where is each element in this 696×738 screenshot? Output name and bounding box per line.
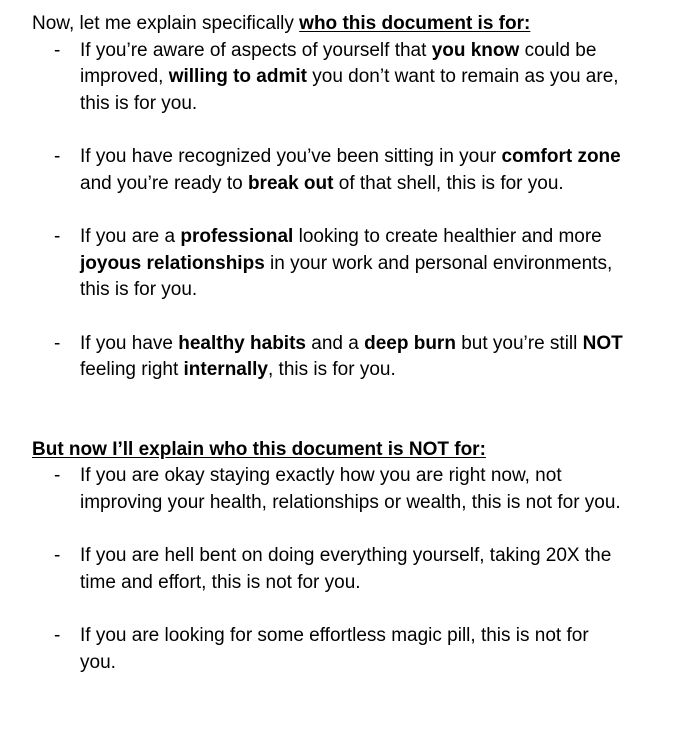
plain-text: this is for you. <box>80 92 198 114</box>
plain-text: you don’t want to remain as you are, <box>306 66 619 87</box>
list-item-line <box>80 623 672 650</box>
plain-text: If you have recognized you’ve been sitting in your <box>80 146 502 167</box>
plain-text: could be <box>519 39 597 61</box>
list-item-line <box>80 64 672 91</box>
plain-text: If you are okay staying exactly how you are right now, not <box>80 465 562 486</box>
bold-text: joyous relationships <box>80 252 265 274</box>
plain-text: this is for you. <box>80 279 198 300</box>
list-item-line <box>80 490 672 517</box>
bold-text: comfort zone <box>501 146 621 167</box>
intro-text: Now, let me explain specifically <box>32 13 300 34</box>
intro-paragraph <box>32 11 672 38</box>
plain-text: time and effort, this is not for you. <box>80 571 361 593</box>
bold-text: willing to admit <box>168 66 307 87</box>
plain-text: looking to create healthier and more <box>293 226 602 247</box>
list-item-line <box>80 463 672 490</box>
bold-text: professional <box>180 226 294 247</box>
bold-text: NOT <box>582 332 623 354</box>
plain-text: If you are looking for some effortless magic pill, this is not for <box>80 625 589 646</box>
list-item-line <box>80 38 672 65</box>
plain-text: If you are hell bent on doing everything yourself, taking 20X the <box>80 545 612 566</box>
plain-text: If you’re aware of aspects of yourself that <box>80 39 432 61</box>
bold-text: you know <box>431 39 520 61</box>
list-item-line <box>80 331 672 358</box>
plain-text: If you have <box>80 332 179 354</box>
plain-text: If you are a <box>80 226 181 247</box>
list-item <box>32 38 672 118</box>
list-dash: - <box>54 146 61 167</box>
list-item-line <box>80 171 672 198</box>
intro-emphasis: who this document is for: <box>299 13 531 34</box>
list-item-line <box>80 251 672 278</box>
list-item <box>32 144 672 197</box>
plain-text: feeling right <box>80 359 184 380</box>
list-dash: - <box>54 226 61 247</box>
list-item <box>32 224 672 304</box>
list-item-line <box>80 543 672 570</box>
list-item-line <box>80 91 672 118</box>
plain-text: in your work and personal environments, <box>264 252 613 274</box>
list-item-line <box>80 357 672 384</box>
list-item <box>32 543 672 596</box>
list-dash: - <box>54 465 61 486</box>
list-dash: - <box>54 625 61 646</box>
list-item <box>32 331 672 384</box>
not-for-heading <box>32 437 672 464</box>
list-dash: - <box>54 39 61 61</box>
document-page <box>32 11 672 676</box>
bold-text: break out <box>247 172 334 194</box>
bold-text: internally <box>183 359 268 380</box>
plain-text: and you’re ready to <box>80 172 248 194</box>
bold-text: healthy habits <box>178 332 306 354</box>
plain-text: improved, <box>80 66 169 87</box>
plain-text: but you’re still <box>455 332 583 354</box>
list-dash: - <box>54 332 61 354</box>
plain-text: improving your health, relationships or wealth, this is not for you. <box>80 491 621 513</box>
list-dash: - <box>54 545 61 566</box>
not-for-list <box>32 463 672 676</box>
list-item <box>32 463 672 516</box>
list-item-line <box>80 650 672 677</box>
bold-text: deep burn <box>364 332 456 354</box>
plain-text: , this is for you. <box>268 359 396 380</box>
plain-text: of that shell, this is for you. <box>333 172 564 194</box>
list-item-line <box>80 144 672 171</box>
list-item <box>32 623 672 676</box>
list-item-line <box>80 224 672 251</box>
not-for-heading-text: But now I’ll explain who this document is NOT for: <box>32 438 486 460</box>
list-item-line <box>80 570 672 597</box>
plain-text: you. <box>80 651 116 673</box>
for-list <box>32 38 672 384</box>
plain-text: and a <box>305 332 365 354</box>
list-item-line <box>80 277 672 304</box>
